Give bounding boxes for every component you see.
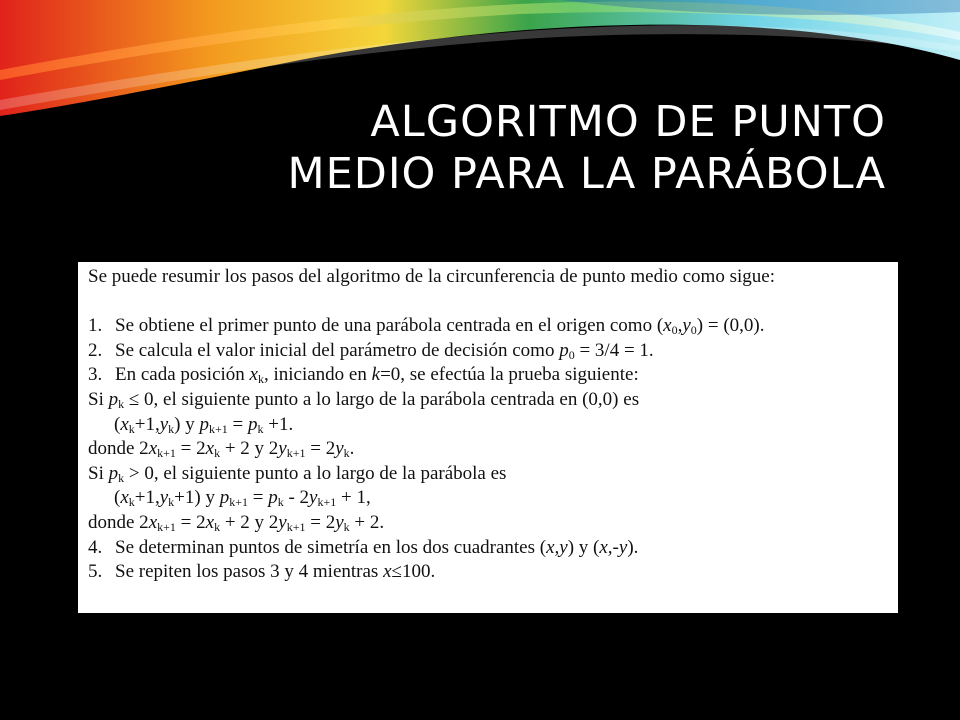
math-sub: k (128, 421, 135, 436)
math-sub: k (168, 421, 175, 436)
math-text: ( (114, 413, 121, 435)
math-var: x,y (546, 536, 568, 558)
math-var: y (278, 511, 287, 533)
math-var: y (278, 438, 287, 460)
math-text: + 2 y 2 (220, 511, 279, 533)
math-text: = 2 (305, 511, 336, 533)
math-sub: 0 (690, 323, 697, 338)
math-var: y (335, 438, 344, 460)
math-sub: k (214, 519, 221, 534)
math-var: x (383, 561, 392, 583)
math-sub: k (257, 372, 264, 387)
math-var: x (205, 438, 215, 460)
math-sub: k+1 (157, 519, 176, 534)
case-text: > 0, el siguiente punto a lo largo de la parábola es (124, 462, 507, 484)
math-text: ( (114, 487, 121, 509)
math-text: = (248, 487, 269, 509)
math-text: ). (627, 536, 639, 558)
math-text: +1. (263, 413, 294, 435)
math-var: p (219, 487, 230, 509)
algorithm-steps-box (78, 262, 898, 613)
step-2 (88, 339, 888, 364)
math-text: - 2 (283, 487, 310, 509)
math-text: . (349, 438, 355, 460)
math-sub: k (343, 519, 350, 534)
case-2-donde (88, 511, 888, 536)
math-sub: k+1 (209, 421, 228, 436)
title-line-2: MEDIO PARA LA PARÁBOLA (287, 149, 886, 199)
math-var: y (159, 413, 169, 435)
math-sub: 0 (568, 347, 575, 362)
step-number: 3. (88, 364, 103, 386)
step-text: En cada posición (115, 364, 250, 386)
step-5 (88, 560, 888, 585)
math-sub: k (277, 495, 284, 510)
math-var: p (248, 413, 258, 435)
math-text: = 2 (175, 438, 206, 460)
math-var: x (120, 413, 129, 435)
case-1 (88, 388, 888, 413)
math-sub: k+1 (229, 495, 248, 510)
step-text: Se repiten los pasos 3 y 4 mientras (115, 561, 384, 583)
math-sub: k+1 (317, 495, 337, 510)
math-sub: 0 (671, 323, 678, 338)
math-text: ) = (0,0). (696, 315, 765, 337)
case-text: ≤ 0, el siguiente punto a lo largo de la parábola centrada en (0,0) es (124, 388, 640, 410)
intro-text: Se puede resumir los pasos del algoritmo de la circunferencia de punto medio como sigue: (88, 266, 775, 287)
math-sub: k (118, 396, 125, 411)
math-text: ) y ( (567, 536, 600, 558)
step-1 (88, 314, 888, 339)
math-text: donde 2 (88, 511, 149, 533)
math-var: y (159, 487, 169, 509)
step-number: 2. (88, 339, 103, 361)
math-sub: k (257, 421, 264, 436)
step-3 (88, 363, 888, 388)
math-sub: k (118, 470, 125, 485)
step-text: Se determinan puntos de simetría en los dos cuadrantes ( (115, 536, 547, 558)
math-sub: k+1 (286, 446, 306, 461)
step-4 (88, 536, 888, 561)
math-var: x (663, 315, 672, 337)
math-var: k (371, 364, 381, 386)
math-var: x (205, 511, 215, 533)
math-text: ≤100. (391, 561, 436, 583)
step-text: Se calcula el valor inicial del parámetro de decisión como (115, 339, 560, 361)
math-sub: k+1 (286, 519, 306, 534)
step-text: Se obtiene el primer punto de una parábola centrada en el origen como ( (115, 315, 664, 337)
math-text: +1, (134, 413, 160, 435)
math-sub: k (128, 495, 135, 510)
case-2-point (88, 486, 888, 511)
math-sub: k+1 (157, 446, 176, 461)
case-2 (88, 462, 888, 487)
math-var: p (559, 339, 569, 361)
case-1-point (88, 413, 888, 438)
math-text: +1, (134, 487, 160, 509)
math-text: +1) y (174, 487, 220, 509)
math-text: , (677, 315, 683, 337)
math-text: ) y (174, 413, 200, 435)
step-number: 5. (88, 561, 103, 583)
math-var: x (148, 511, 158, 533)
math-text: = 2 (175, 511, 206, 533)
math-text: donde 2 (88, 438, 149, 460)
math-var: p (108, 462, 119, 484)
step-number: 1. (88, 315, 103, 337)
math-var: p (108, 388, 119, 410)
math-text: = 3/4 = 1. (574, 339, 654, 361)
title-line-1: ALGORITMO DE PUNTO (370, 97, 886, 147)
step-number: 4. (88, 536, 103, 558)
math-sub: k (168, 495, 175, 510)
math-text: = 2 (305, 438, 336, 460)
case-1-donde (88, 437, 888, 462)
math-var: y (682, 315, 691, 337)
blank-line (88, 290, 888, 315)
slide-title (186, 96, 886, 200)
math-var: x (148, 438, 158, 460)
math-text: + 2 y 2 (220, 438, 279, 460)
math-text: + 2. (349, 511, 385, 533)
math-var: y (335, 511, 344, 533)
math-sub: k (343, 446, 350, 461)
math-var: x,-y (599, 536, 628, 558)
case-text: Si (88, 388, 109, 410)
math-text: = (227, 413, 248, 435)
math-var: x (120, 487, 129, 509)
math-text: =0, se efectúa la prueba siguiente: (380, 364, 639, 386)
math-var: p (199, 413, 209, 435)
math-text: + 1, (336, 487, 371, 509)
math-var: p (268, 487, 278, 509)
case-text: Si (88, 462, 109, 484)
math-sub: k (214, 446, 221, 461)
math-text: , iniciando en (263, 364, 372, 386)
math-var: y (309, 487, 318, 509)
math-var: x (249, 364, 258, 386)
